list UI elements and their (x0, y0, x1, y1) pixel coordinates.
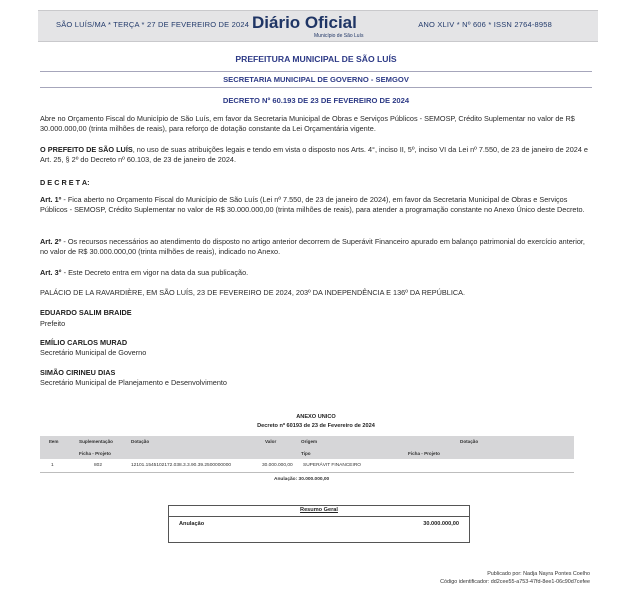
col-valor: Valor (265, 439, 277, 444)
masthead-date: SÃO LUÍS/MA * TERÇA * 27 DE FEVEREIRO DE 2024 (56, 20, 250, 29)
row-dotacao: 12101.1545102172.038.3.3.90.39.2500000000 (131, 463, 232, 468)
summary-title: Resumo Geral (300, 507, 338, 513)
col-dotacao-origem: Dotação (460, 439, 479, 444)
signature-name: EDUARDO SALIM BRAIDE (40, 308, 132, 317)
col-item: Item (49, 439, 59, 444)
published-by: Publicado por: Nadja Nayra Pontes Coelho (487, 571, 590, 577)
article-2 (40, 237, 592, 258)
col-ficha-projeto-origem: Ficha - Projeto (408, 451, 440, 456)
row-item: 1 (51, 463, 54, 468)
summary-divider (169, 516, 469, 517)
article-1 (40, 195, 592, 216)
diario-oficial-logo (252, 13, 402, 41)
signature-role: Secretário Municipal de Planejamento e Desenvolvimento (40, 378, 227, 387)
masthead-edition: ANO XLIV * Nº 606 * ISSN 2764-8958 (418, 20, 552, 29)
preamble-text: , no uso de suas atribuições legais e tendo em vista o disposto nos Arts. 4°, inciso II, 5º, inciso VI da Lei nº 7.550, de 23 de janeiro de 2024 e Art. 25, § 2º do Decreto nº 60.103, de 23 de janeiro de 2024. (40, 145, 588, 165)
preamble (40, 145, 592, 166)
org-title: PREFEITURA MUNICIPAL DE SÃO LUÍS (235, 54, 397, 64)
logo-subtitle: Município de São Luís (314, 33, 364, 39)
row-valor: 30.000.000,00 (262, 463, 293, 468)
palace-line: PALÁCIO DE LA RAVARDIÈRE, EM SÃO LUÍS, 23 DE FEVEREIRO DE 2024, 203º DA INDEPENDÊNCIA E 136º DA REPÚBLICA. (40, 288, 466, 297)
col-dotacao: Dotação (131, 439, 150, 444)
row-ficha: 802 (94, 463, 103, 468)
row-tipo: SUPERÁVIT FINANCEIRO (303, 463, 362, 468)
signature-name: EMÍLIO CARLOS MURAD (40, 338, 128, 347)
identifier-code: Código identificador: dd2cee55-a753-47fd-8ee1-06c90d7cefee (440, 579, 590, 585)
ementa: Abre no Orçamento Fiscal do Município de São Luís, em favor da Secretaria Municipal de Obras e Serviços Públicos - SEMOSP, Crédito Suplementar no valor de R$ 30.000.000,00 (trinta milhões de reais), para reforço de dotação constante da Lei Orçamentária vigente. (40, 114, 575, 134)
logo-title: Diário Oficial (252, 13, 357, 32)
col-origem: Origem (301, 439, 318, 444)
article-1-label: Art. 1º (40, 195, 62, 204)
article-2-label: Art. 2º (40, 237, 62, 246)
annex-title: ANEXO UNICO (296, 414, 336, 420)
masthead (38, 10, 598, 42)
col-tipo: Tipo (301, 451, 311, 456)
article-2-text: - Os recursos necessários ao atendimento do disposto no artigo anterior decorrem de Superávit Financeiro apurado em balanço patrimonial do exercício anterior, no valor de R$ 30.000.000,00 (trinta milhões de reais), indicado no Anexo. (40, 237, 585, 257)
annex-subtitle: Decreto nº 60193 de 23 de Fevereiro de 2024 (257, 423, 375, 429)
summary-box (168, 505, 470, 543)
col-ficha-projeto: Ficha - Projeto (79, 451, 111, 456)
summary-value: 30.000.000,00 (423, 521, 459, 527)
article-3-text: - Este Decreto entra em vigor na data da sua publicação. (61, 268, 249, 277)
decreta-heading: D E C R E T A: (40, 178, 90, 187)
signature-role: Secretário Municipal de Governo (40, 348, 147, 357)
anulacao-total: Anulação: 30.000.000,00 (274, 477, 330, 482)
annex-table-header (40, 436, 574, 459)
summary-label: Anulação (179, 521, 205, 527)
department-title: SECRETARIA MUNICIPAL DE GOVERNO - SEMGOV (40, 71, 592, 88)
article-3-label: Art. 3° (40, 268, 62, 277)
signature-role: Prefeito (40, 319, 66, 328)
decree-title: DECRETO Nº 60.193 DE 23 DE FEVEREIRO DE 2024 (222, 96, 410, 105)
preamble-lead: O PREFEITO DE SÃO LUÍS (40, 145, 133, 154)
signature-name: SIMÃO CIRINEU DIAS (40, 368, 116, 377)
article-3 (40, 268, 592, 278)
col-suplementacao: Suplementação (79, 439, 113, 444)
row-divider (40, 472, 574, 473)
article-1-text: - Fica aberto no Orçamento Fiscal do Município de São Luís (Lei nº 7.550, de 23 de janeiro de 2024), em favor da Secretaria Municipal de Obras e Serviços Públicos - SEMOSP, Crédito Suplementar no valor de R$ 30.000.000,00 (trinta milhões de reais), para atender a programação constante no Anexo Único deste Decreto. (40, 195, 585, 215)
